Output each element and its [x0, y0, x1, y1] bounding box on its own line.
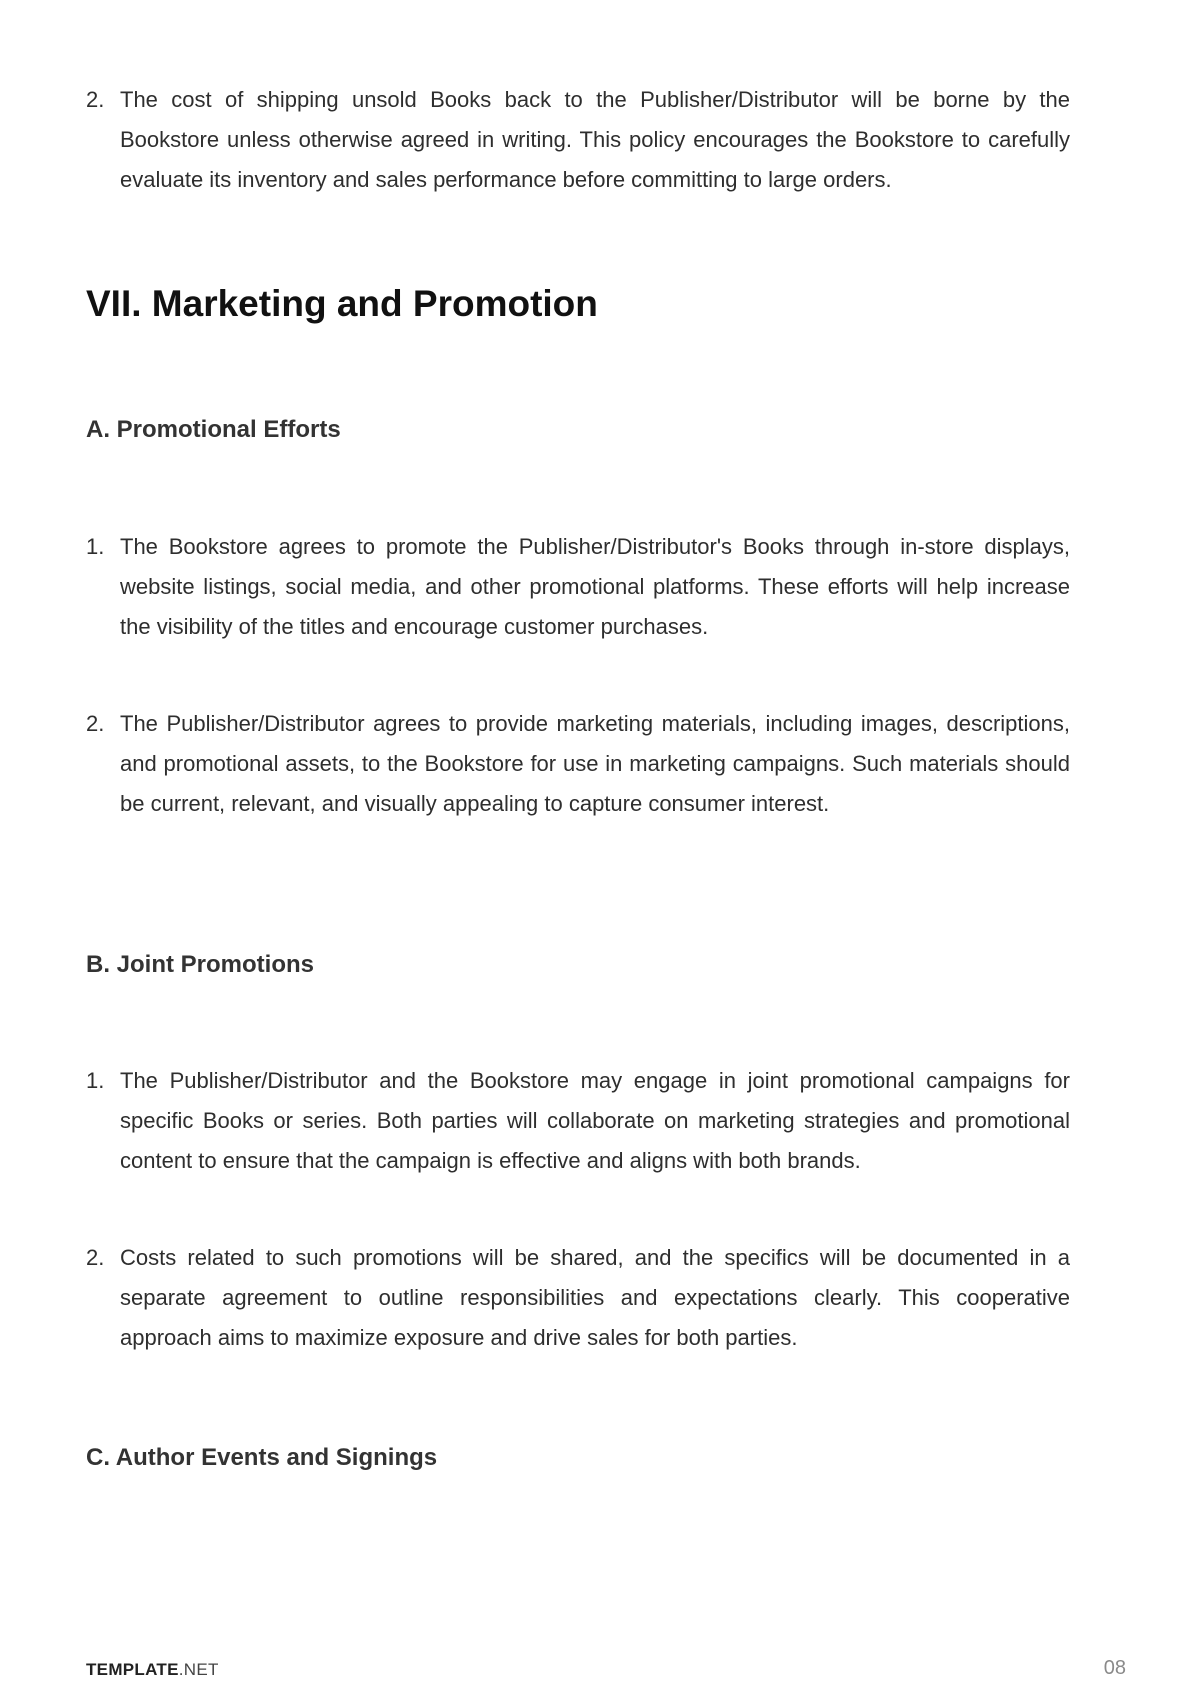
list-item-text: The Bookstore agrees to promote the Publisher/Distributor's Books through in-store displays, website listings, social media, and other promotional platforms. These efforts will help increase the visibility of the titles and encourage customer purchases. — [120, 534, 1070, 639]
footer-logo-brand: TEMPLATE — [86, 1660, 179, 1679]
list-item — [86, 1061, 1070, 1181]
list-item-text: The Publisher/Distributor and the Bookstore may engage in joint promotional campaigns for specific Books or series. Both parties will collaborate on marketing strategies and promotional content to ensure that the campaign is effective and aligns with both brands. — [120, 1068, 1070, 1173]
list-item-number: 1. — [86, 1068, 105, 1093]
page-number: 08 — [1103, 1657, 1126, 1679]
list-item-number: 2. — [86, 87, 105, 112]
subsection-heading: A. Promotional Efforts — [86, 416, 341, 443]
list-item — [86, 80, 1070, 200]
list-item-number: 2. — [86, 1245, 105, 1270]
list-item-text: The cost of shipping unsold Books back to the Publisher/Distributor will be borne by the Bookstore unless otherwise agreed in writing. This policy encourages the Bookstore to carefully evaluate its inventory and sales performance before committing to large orders. — [120, 87, 1070, 192]
list-item-text: The Publisher/Distributor agrees to provide marketing materials, including images, descriptions, and promotional assets, to the Bookstore for use in marketing campaigns. Such materials should be current, relevant, and visually appealing to capture consumer interest. — [120, 711, 1070, 816]
list-item — [86, 527, 1070, 647]
subsection-heading: B. Joint Promotions — [86, 951, 314, 978]
list-item-text: Costs related to such promotions will be shared, and the specifics will be documented in a separate agreement to outline responsibilities and expectations clearly. This cooperative approach aims to maximize exposure and drive sales for both parties. — [120, 1245, 1070, 1350]
list-item — [86, 1238, 1070, 1358]
subsection-heading: C. Author Events and Signings — [86, 1444, 438, 1471]
footer-logo — [86, 1660, 219, 1680]
section-heading: VII. Marketing and Promotion — [86, 283, 598, 324]
footer-logo-tld: .NET — [178, 1660, 219, 1679]
list-item-number: 1. — [86, 534, 105, 559]
list-item-number: 2. — [86, 711, 105, 736]
list-item — [86, 704, 1070, 824]
